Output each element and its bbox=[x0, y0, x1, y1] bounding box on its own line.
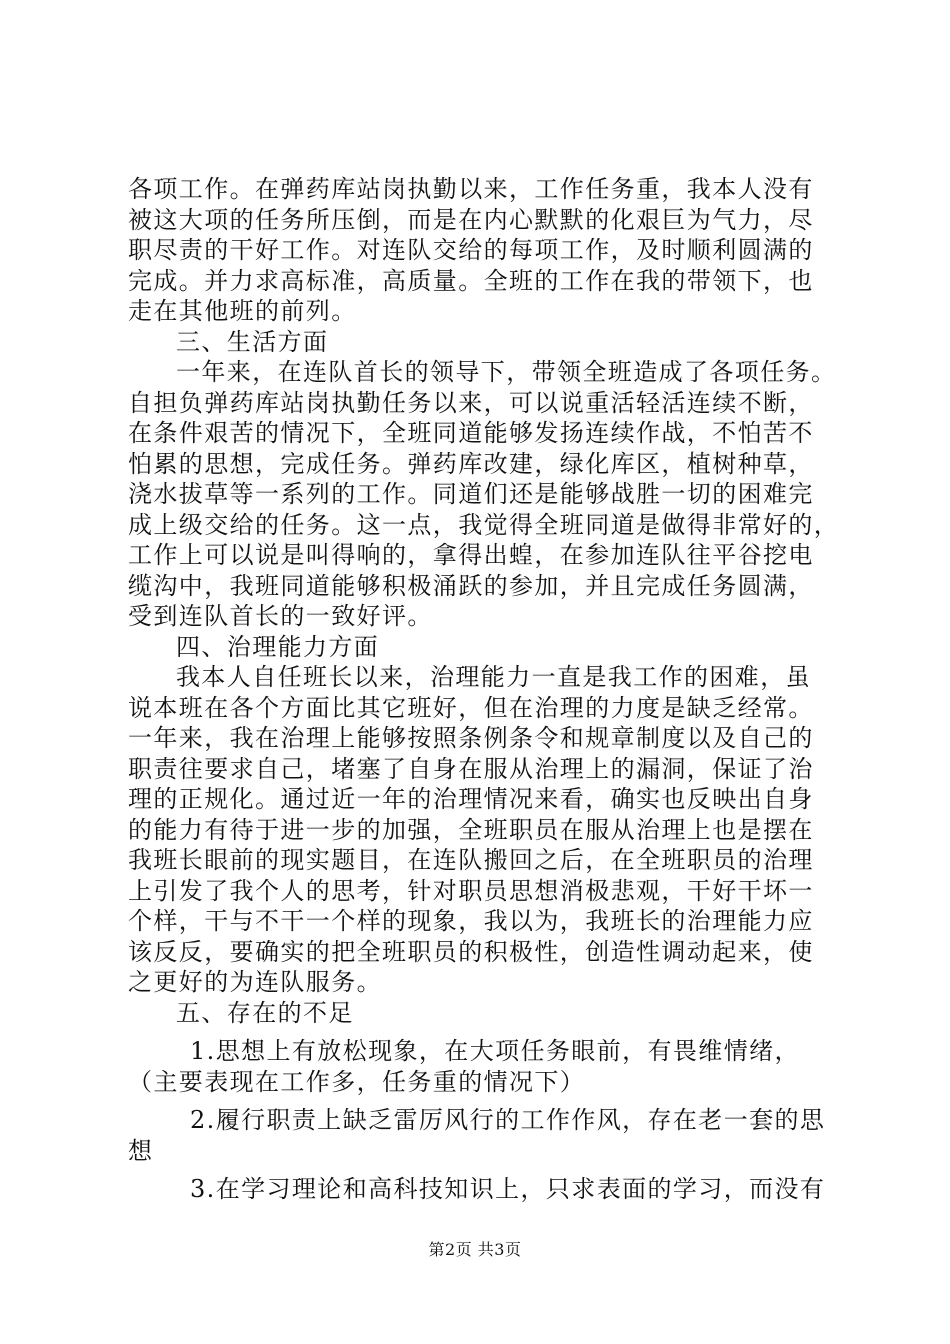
section-heading: 三、生活方面 bbox=[176, 327, 329, 356]
text-line: 该反反，要确实的把全班职员的积极性，创造性调动起来，使 bbox=[128, 937, 814, 966]
list-item: 3.在学习理论和高科技知识上，只求表面的学习，而没有 bbox=[190, 1175, 826, 1203]
section-heading: 五、存在的不足 bbox=[176, 998, 354, 1027]
text-line: （主要表现在工作多，任务重的情况下） bbox=[128, 1067, 586, 1096]
text-line: 一年来，我在治理上能够按照条例条令和规章制度以及自己的 bbox=[128, 724, 814, 752]
text-line: 受到连队首长的一致好评。 bbox=[128, 602, 433, 630]
text-line: 上引发了我个人的思考，针对职员思想消极悲观，干好干坏一 bbox=[128, 876, 814, 905]
text-line: 走在其他班的前列。 bbox=[128, 297, 357, 325]
text-line: 说本班在各个方面比其它班好，但在治理的力度是缺乏经常。 bbox=[128, 693, 814, 722]
text-line: 理的正规化。通过近一年的治理情况来看，确实也反映出自身 bbox=[128, 785, 814, 813]
text-line: 自担负弹药库站岗执勤任务以来，可以说重活轻活连续不断， bbox=[128, 388, 814, 417]
text-line: 各项工作。在弹药库站岗执勤以来，工作任务重，我本人没有 bbox=[128, 175, 814, 203]
text-line: 职尽责的干好工作。对连队交给的每项工作，及时顺利圆满的 bbox=[128, 236, 814, 264]
text-line: 工作上可以说是叫得响的，拿得出蝗，在参加连队往平谷挖电 bbox=[128, 541, 814, 569]
text-line: 我本人自任班长以来，治理能力一直是我工作的困难，虽 bbox=[176, 663, 811, 691]
text-line: 成上级交给的任务。这一点，我觉得全班同道是做得非常好的， bbox=[128, 510, 840, 539]
text-line: 怕累的思想，完成任务。弹药库改建，绿化库区，植树种草， bbox=[128, 449, 814, 478]
text-line: 完成。并力求高标准，高质量。全班的工作在我的带领下，也 bbox=[128, 266, 814, 295]
text-line: 浇水拔草等一系列的工作。同道们还是能够战胜一切的困难完 bbox=[128, 480, 814, 508]
body-text bbox=[128, 174, 840, 1205]
text-line: 被这大项的任务所压倒，而是在内心默默的化艰巨为气力，尽 bbox=[128, 205, 814, 234]
text-line: 个样，干与不干一个样的现象，我以为，我班长的治理能力应 bbox=[128, 907, 814, 935]
text-line: 想 bbox=[128, 1136, 154, 1165]
page-number-footer: 第2页 共3页 bbox=[428, 1240, 522, 1259]
list-item: 1.思想上有放松现象，在大项任务眼前，有畏维情绪， bbox=[190, 1037, 800, 1065]
text-line: 我班长眼前的现实题目，在连队搬回之后，在全班职员的治理 bbox=[128, 846, 814, 874]
text-line: 的能力有待于进一步的加强，全班职员在服从治理上也是摆在 bbox=[128, 815, 814, 844]
text-line: 之更好的为连队服务。 bbox=[128, 968, 382, 996]
list-item: 2.履行职责上缺乏雷厉风行的工作作风，存在老一套的思 bbox=[190, 1106, 826, 1134]
text-line: 一年来，在连队首长的领导下，带领全班造成了各项任务。 bbox=[176, 358, 837, 386]
section-heading: 四、治理能力方面 bbox=[176, 632, 380, 661]
text-line: 在条件艰苦的情况下，全班同道能够发扬连续作战，不怕苦不 bbox=[128, 419, 814, 447]
text-line: 职责往要求自己，堵塞了自身在服从治理上的漏洞，保证了治 bbox=[128, 754, 814, 783]
text-line: 缆沟中，我班同道能够积极涌跃的参加，并且完成任务圆满， bbox=[128, 571, 814, 600]
